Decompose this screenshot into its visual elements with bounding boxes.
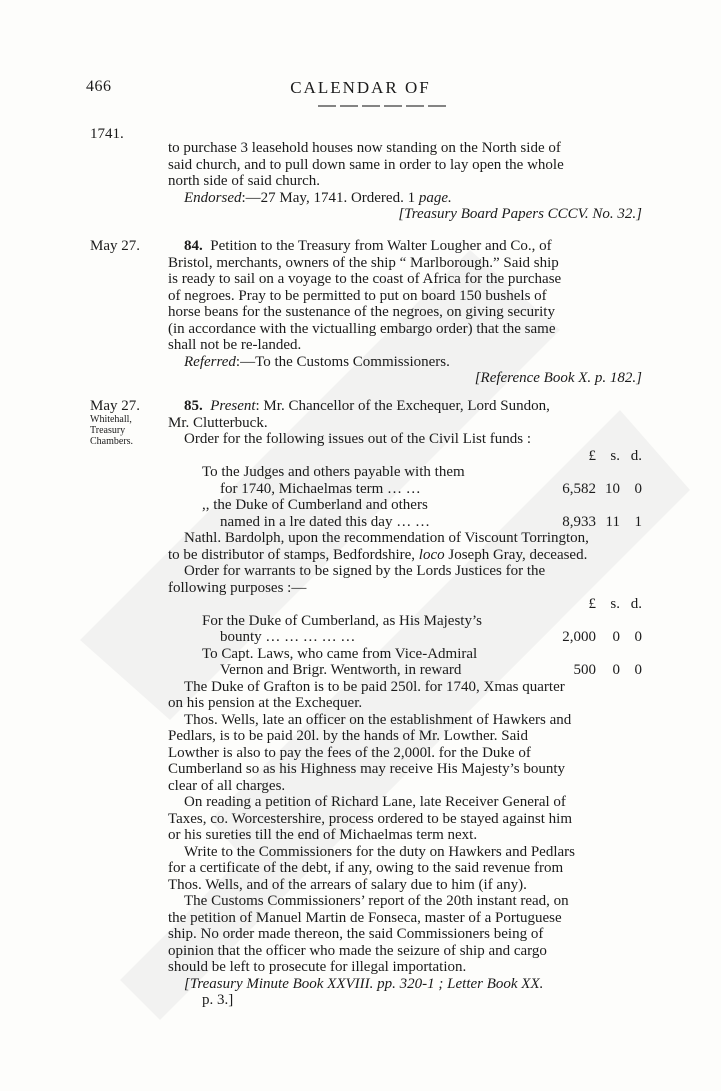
entry-number: 85. bbox=[184, 398, 203, 414]
margin-date-84: May 27. bbox=[90, 238, 140, 254]
source-reference: [Treasury Board Papers CCCV. No. 32.] bbox=[398, 206, 642, 222]
source-reference: [Reference Book X. p. 182.] bbox=[474, 370, 642, 386]
entry-number: 84. bbox=[184, 238, 203, 254]
warrant-row: bounty … … … … … 2,000 0 0 bbox=[220, 629, 642, 645]
margin-year: 1741. bbox=[90, 126, 124, 142]
header-rule bbox=[318, 105, 448, 107]
currency-header: £ s. d. bbox=[588, 596, 642, 612]
margin-date-85: May 27. bbox=[90, 398, 140, 414]
entry-continuation: to purchase 3 leasehold houses now standing on the North side of said church, and to pull down same in order to lay open the whole north side of said church. Endorsed:—27 May, 1741. Ordered. 1 page. [Treasury Board Papers CCCV. No. 32.] bbox=[168, 140, 642, 222]
page-number: 466 bbox=[86, 78, 112, 95]
source-reference: [Treasury Minute Book XXVIII. pp. 320-1 ; Letter Book XX. bbox=[184, 975, 544, 992]
margin-place: Whitehall, Treasury Chambers. bbox=[90, 414, 134, 447]
page-header bbox=[0, 78, 721, 108]
endorsement: Endorsed:—27 May, 1741. Ordered. 1 page. bbox=[184, 189, 452, 206]
entry-85: 85. Present: Mr. Chancellor of the Exchequer, Lord Sundon, Mr. Clutterbuck. Order for the following issues out of the Civil List funds : £ s. d. To the Judges and others payable with them for 1740, Michaelmas term … … 6,582 10 0 ,, the Duke of Cumberland and others named in a lre dated this day … … 8,933 11 1 Nathl. Bardolph, upon the recommendation of Viscount Torrington, to be distributor of stamps, Bedfordshire, loco Joseph Gray, deceased. Order for warrants to be signed by the Lords Justices for the following purposes :— £ s. d. For the Duke of Cumberland, as His Majesty’s bounty … … … … … 2,000 0 0 To Capt. Laws, who came from Vice-Admiral Vernon and Brigr. Wentworth, in reward 500 0 0 The Duke of Grafton is to be paid 250l. for 1740, Xmas quarter on his pension at the Exchequer. Thos. Wells, late an officer on the establishment of Hawkers and Pedlars, is to be paid 20l. by the hands of Mr. Lowther. Said Lowther is also to pay the fees of the 2,000l. for the Duke of Cumberland so as his Highness may receive His Majesty’s bounty clear of all charges. On reading a petition of Richard Lane, late Receiver General of Taxes, co. Worcestershire, process ordered to be stayed against him or his sureties till the end of Michaelmas term next. Write to the Commissioners for the duty on Hawkers and Pedlars for a certificate of the debt, if any, owing to the said revenue from Thos. Wells, and of the arrears of salary due to him (if any). The Customs Commissioners’ report of the 20th instant read, on the petition of Manuel Martin de Fonseca, master of a Portuguese ship. No order made thereon, the said Commissioners being of opinion that the officer who made the seizure of ship and cargo should be left to prosecute for illegal importation. [Treasury Minute Book XXVIII. pp. 320-1 ; Letter Book XX. p. 3.] bbox=[168, 398, 642, 1008]
entry-84: 84. Petition to the Treasury from Walter Lougher and Co., of Bristol, merchants, owners of the ship “ Marlborough.” Said ship is ready to sail on a voyage to the coast of Africa for the purchase of negroes. Pray to be permitted to put on board 150 bushels of horse beans for the sustenance of the negroes, on giving security (in accordance with the victualling embargo order) that the same shall not be re-landed. Referred:—To the Customs Commissioners. [Reference Book X. p. 182.] bbox=[168, 238, 642, 386]
warrant-row: Vernon and Brigr. Wentworth, in reward 500 0 0 bbox=[220, 662, 642, 678]
referral: Referred:—To the Customs Commissioners. bbox=[184, 353, 450, 370]
running-title: CALENDAR OF bbox=[290, 78, 431, 97]
issue-row: for 1740, Michaelmas term … … 6,582 10 0 bbox=[220, 480, 642, 497]
issue-row: named in a lre dated this day … … 8,933 11 1 bbox=[220, 513, 642, 530]
currency-header: £ s. d. bbox=[588, 447, 642, 464]
